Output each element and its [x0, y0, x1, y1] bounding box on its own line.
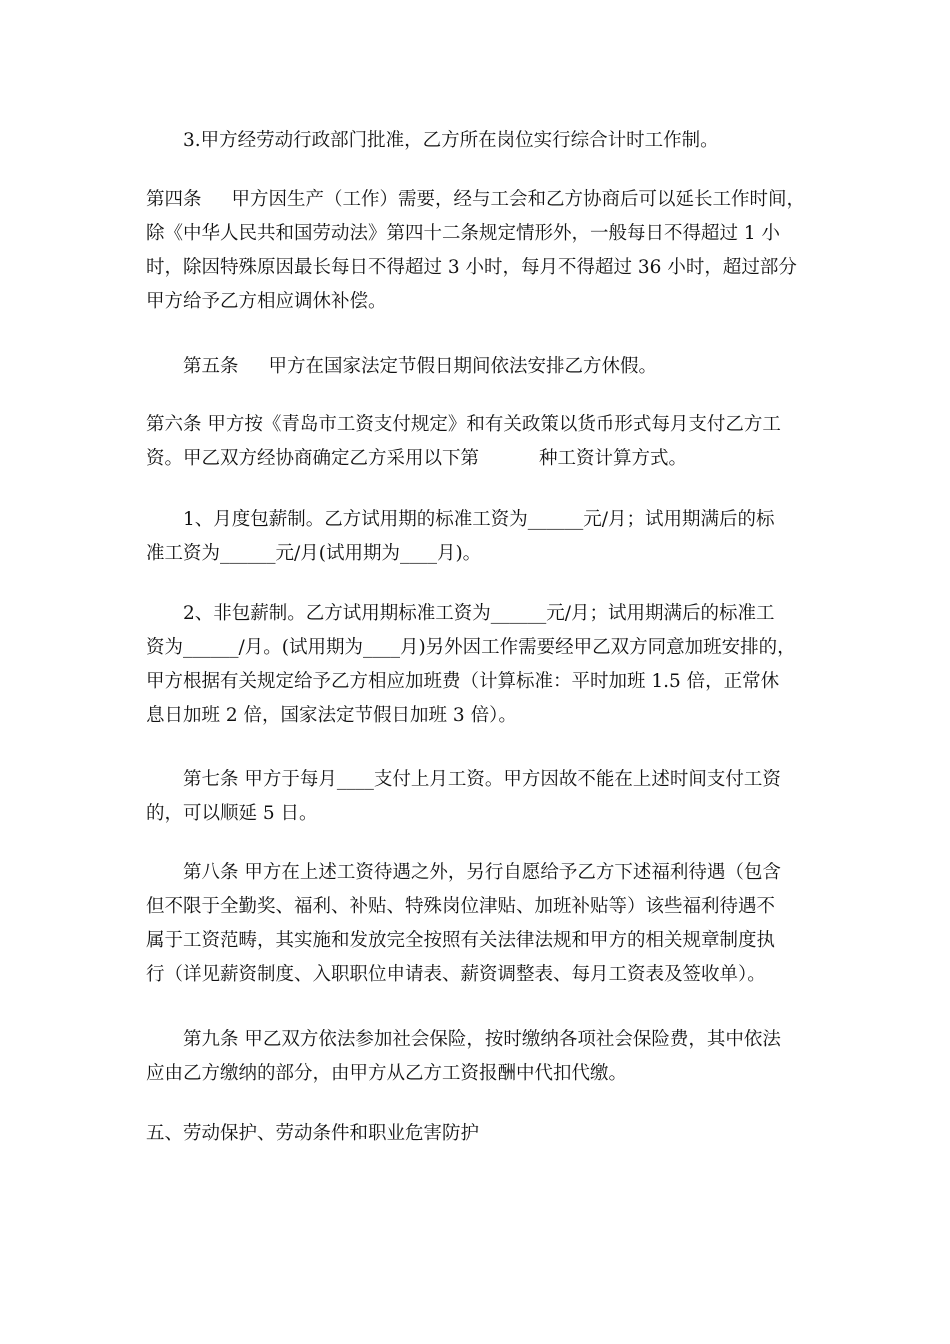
text-line: 第五条 甲方在国家法定节假日期间依法安排乙方休假。	[183, 356, 658, 377]
text-line: 第九条 甲乙双方依法参加社会保险，按时缴纳各项社会保险费，其中依法	[183, 1029, 781, 1050]
text-line: 但不限于全勤奖、福利、补贴、特殊岗位津贴、加班补贴等）该些福利待遇不	[146, 896, 776, 917]
text-line: 除《中华人民共和国劳动法》第四十二条规定情形外，一般每日不得超过 1 小	[146, 223, 781, 244]
text-line: 息日加班 2 倍，国家法定节假日加班 3 倍）。	[146, 705, 517, 726]
paragraph-work-hours-system	[146, 124, 808, 158]
text-line: 第七条 甲方于每月____支付上月工资。甲方因故不能在上述时间支付工资	[183, 769, 781, 790]
text-line: 的，可以顺延 5 日。	[146, 803, 318, 824]
text-line: 1、月度包薪制。乙方试用期的标准工资为______元/月；试用期满后的标	[183, 509, 775, 530]
paragraph-monthly-salary	[146, 503, 808, 571]
text-line: 应由乙方缴纳的部分，由甲方从乙方工资报酬中代扣代缴。	[146, 1063, 628, 1084]
paragraph-article-8	[146, 856, 808, 992]
text-line: 第六条 甲方按《青岛市工资支付规定》和有关政策以货币形式每月支付乙方工	[146, 414, 781, 435]
paragraph-article-5	[146, 350, 808, 384]
text-line: 甲方根据有关规定给予乙方相应加班费（计算标准：平时加班 1.5 倍，正常休	[146, 671, 780, 692]
paragraph-article-9	[146, 1023, 808, 1091]
text-line: 属于工资范畴，其实施和发放完全按照有关法律法规和甲方的相关规章制度执	[146, 930, 776, 951]
section-heading: 五、劳动保护、劳动条件和职业危害防护	[146, 1123, 480, 1144]
section-heading-labor-protection	[146, 1117, 808, 1151]
text-line: 资为______/月。(试用期为____月)另外因工作需要经甲乙双方同意加班安排的，	[146, 637, 796, 658]
text-line: 时，除因特殊原因最长每日不得超过 3 小时，每月不得超过 36 小时，超过部分	[146, 257, 797, 278]
text-line: 3.甲方经劳动行政部门批准，乙方所在岗位实行综合计时工作制。	[183, 130, 719, 151]
text-line: 甲方给予乙方相应调休补偿。	[146, 291, 387, 312]
text-line: 行（详见薪资制度、入职职位申请表、薪资调整表、每月工资表及签收单）。	[146, 964, 766, 985]
text-line: 第八条 甲方在上述工资待遇之外，另行自愿给予乙方下述福利待遇（包含	[183, 862, 781, 883]
paragraph-article-6	[146, 408, 808, 476]
text-line: 准工资为______元/月(试用期为____月)。	[146, 543, 482, 564]
paragraph-article-7	[146, 763, 808, 831]
paragraph-article-4	[146, 183, 808, 319]
article-label: 第四条	[146, 189, 202, 210]
text-line: 2、非包薪制。乙方试用期标准工资为______元/月；试用期满后的标准工	[183, 603, 775, 624]
paragraph-non-monthly-salary	[146, 597, 808, 733]
text-line: 资。甲乙双方经协商确定乙方采用以下第 种工资计算方式。	[146, 448, 688, 469]
text-line: 第四条 甲方因生产（工作）需要，经与工会和乙方协商后可以延长工作时间，	[146, 189, 806, 210]
article-label: 第五条	[183, 356, 239, 377]
